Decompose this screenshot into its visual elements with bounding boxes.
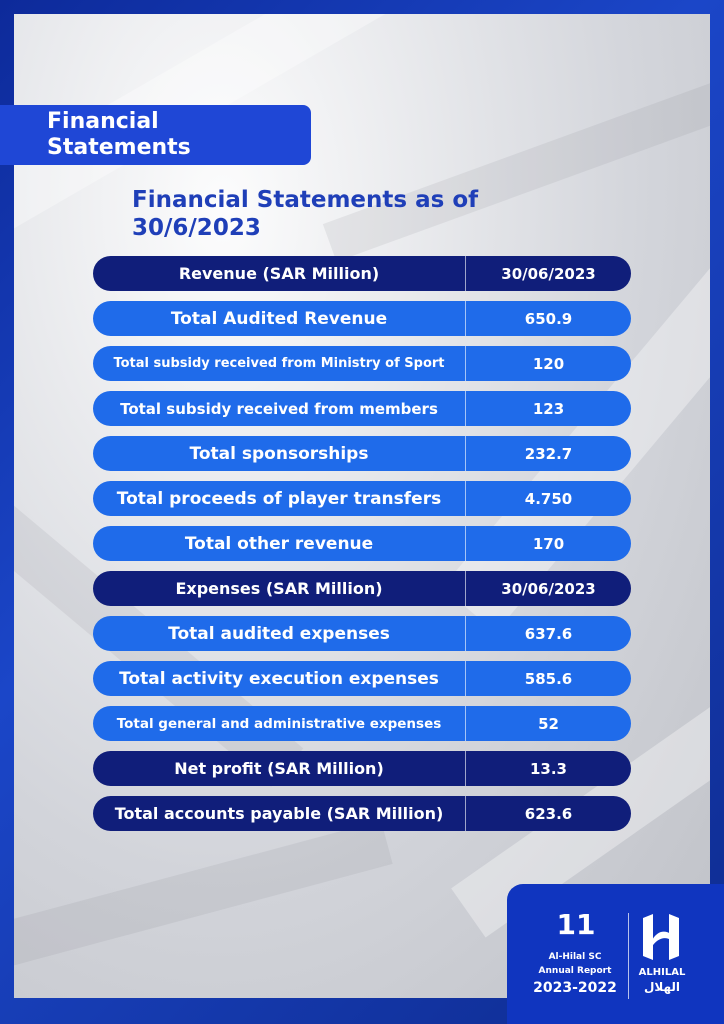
table-row [93, 481, 631, 516]
row-label: Total other revenue [93, 526, 466, 561]
section-tab [0, 105, 311, 165]
logo-text-en: ALHILAL [638, 967, 686, 978]
section-tab-line-2: Statements [47, 135, 191, 160]
row-label: Total general and administrative expenses [93, 706, 466, 741]
row-value: 637.6 [524, 624, 573, 643]
report-name: Annual Report [538, 966, 612, 976]
row-label: Total subsidy received from members [93, 391, 466, 426]
logo-text-ar: الهلال [643, 980, 681, 994]
table-row [93, 706, 631, 741]
table-row [93, 436, 631, 471]
row-label: Total Audited Revenue [93, 301, 466, 336]
row-label: Total accounts payable (SAR Million) [93, 796, 466, 831]
report-years: 2023-2022 [533, 980, 617, 996]
row-value: 232.7 [524, 444, 573, 463]
row-value: 623.6 [524, 804, 573, 823]
page-number: 11 [556, 908, 596, 941]
footer-divider [628, 913, 629, 999]
row-value: 30/06/2023 [501, 579, 596, 598]
row-label: Net profit (SAR Million) [93, 751, 466, 786]
row-label: Revenue (SAR Million) [93, 256, 466, 291]
table-row [93, 301, 631, 336]
row-value: 170 [532, 534, 565, 553]
club-name: Al-Hilal SC [548, 952, 602, 962]
section-tab-line-1: Financial [47, 109, 159, 134]
table-row [93, 616, 631, 651]
row-value: 52 [538, 714, 559, 733]
row-label: Expenses (SAR Million) [93, 571, 466, 606]
row-value: 123 [532, 399, 565, 418]
table-row [93, 751, 631, 786]
row-value: 13.3 [529, 759, 567, 778]
row-label: Total sponsorships [93, 436, 466, 471]
table-row [93, 571, 631, 606]
page-title: Financial Statements as of 30/6/2023 [132, 187, 479, 241]
row-value: 30/06/2023 [501, 264, 596, 283]
row-label: Total activity execution expenses [93, 661, 466, 696]
table-row [93, 796, 631, 831]
logo-text [634, 966, 690, 994]
table-row [93, 526, 631, 561]
row-value: 650.9 [524, 309, 573, 328]
row-value: 585.6 [524, 669, 573, 688]
table-row [93, 346, 631, 381]
row-label: Total subsidy received from Ministry of Sport [93, 346, 466, 381]
table-row [93, 256, 631, 291]
alhilal-logo-icon [639, 912, 683, 962]
row-label: Total proceeds of player transfers [93, 481, 466, 516]
row-label: Total audited expenses [93, 616, 466, 651]
row-value: 4.750 [524, 489, 573, 508]
table-row [93, 391, 631, 426]
row-value: 120 [532, 354, 565, 373]
table-row [93, 661, 631, 696]
